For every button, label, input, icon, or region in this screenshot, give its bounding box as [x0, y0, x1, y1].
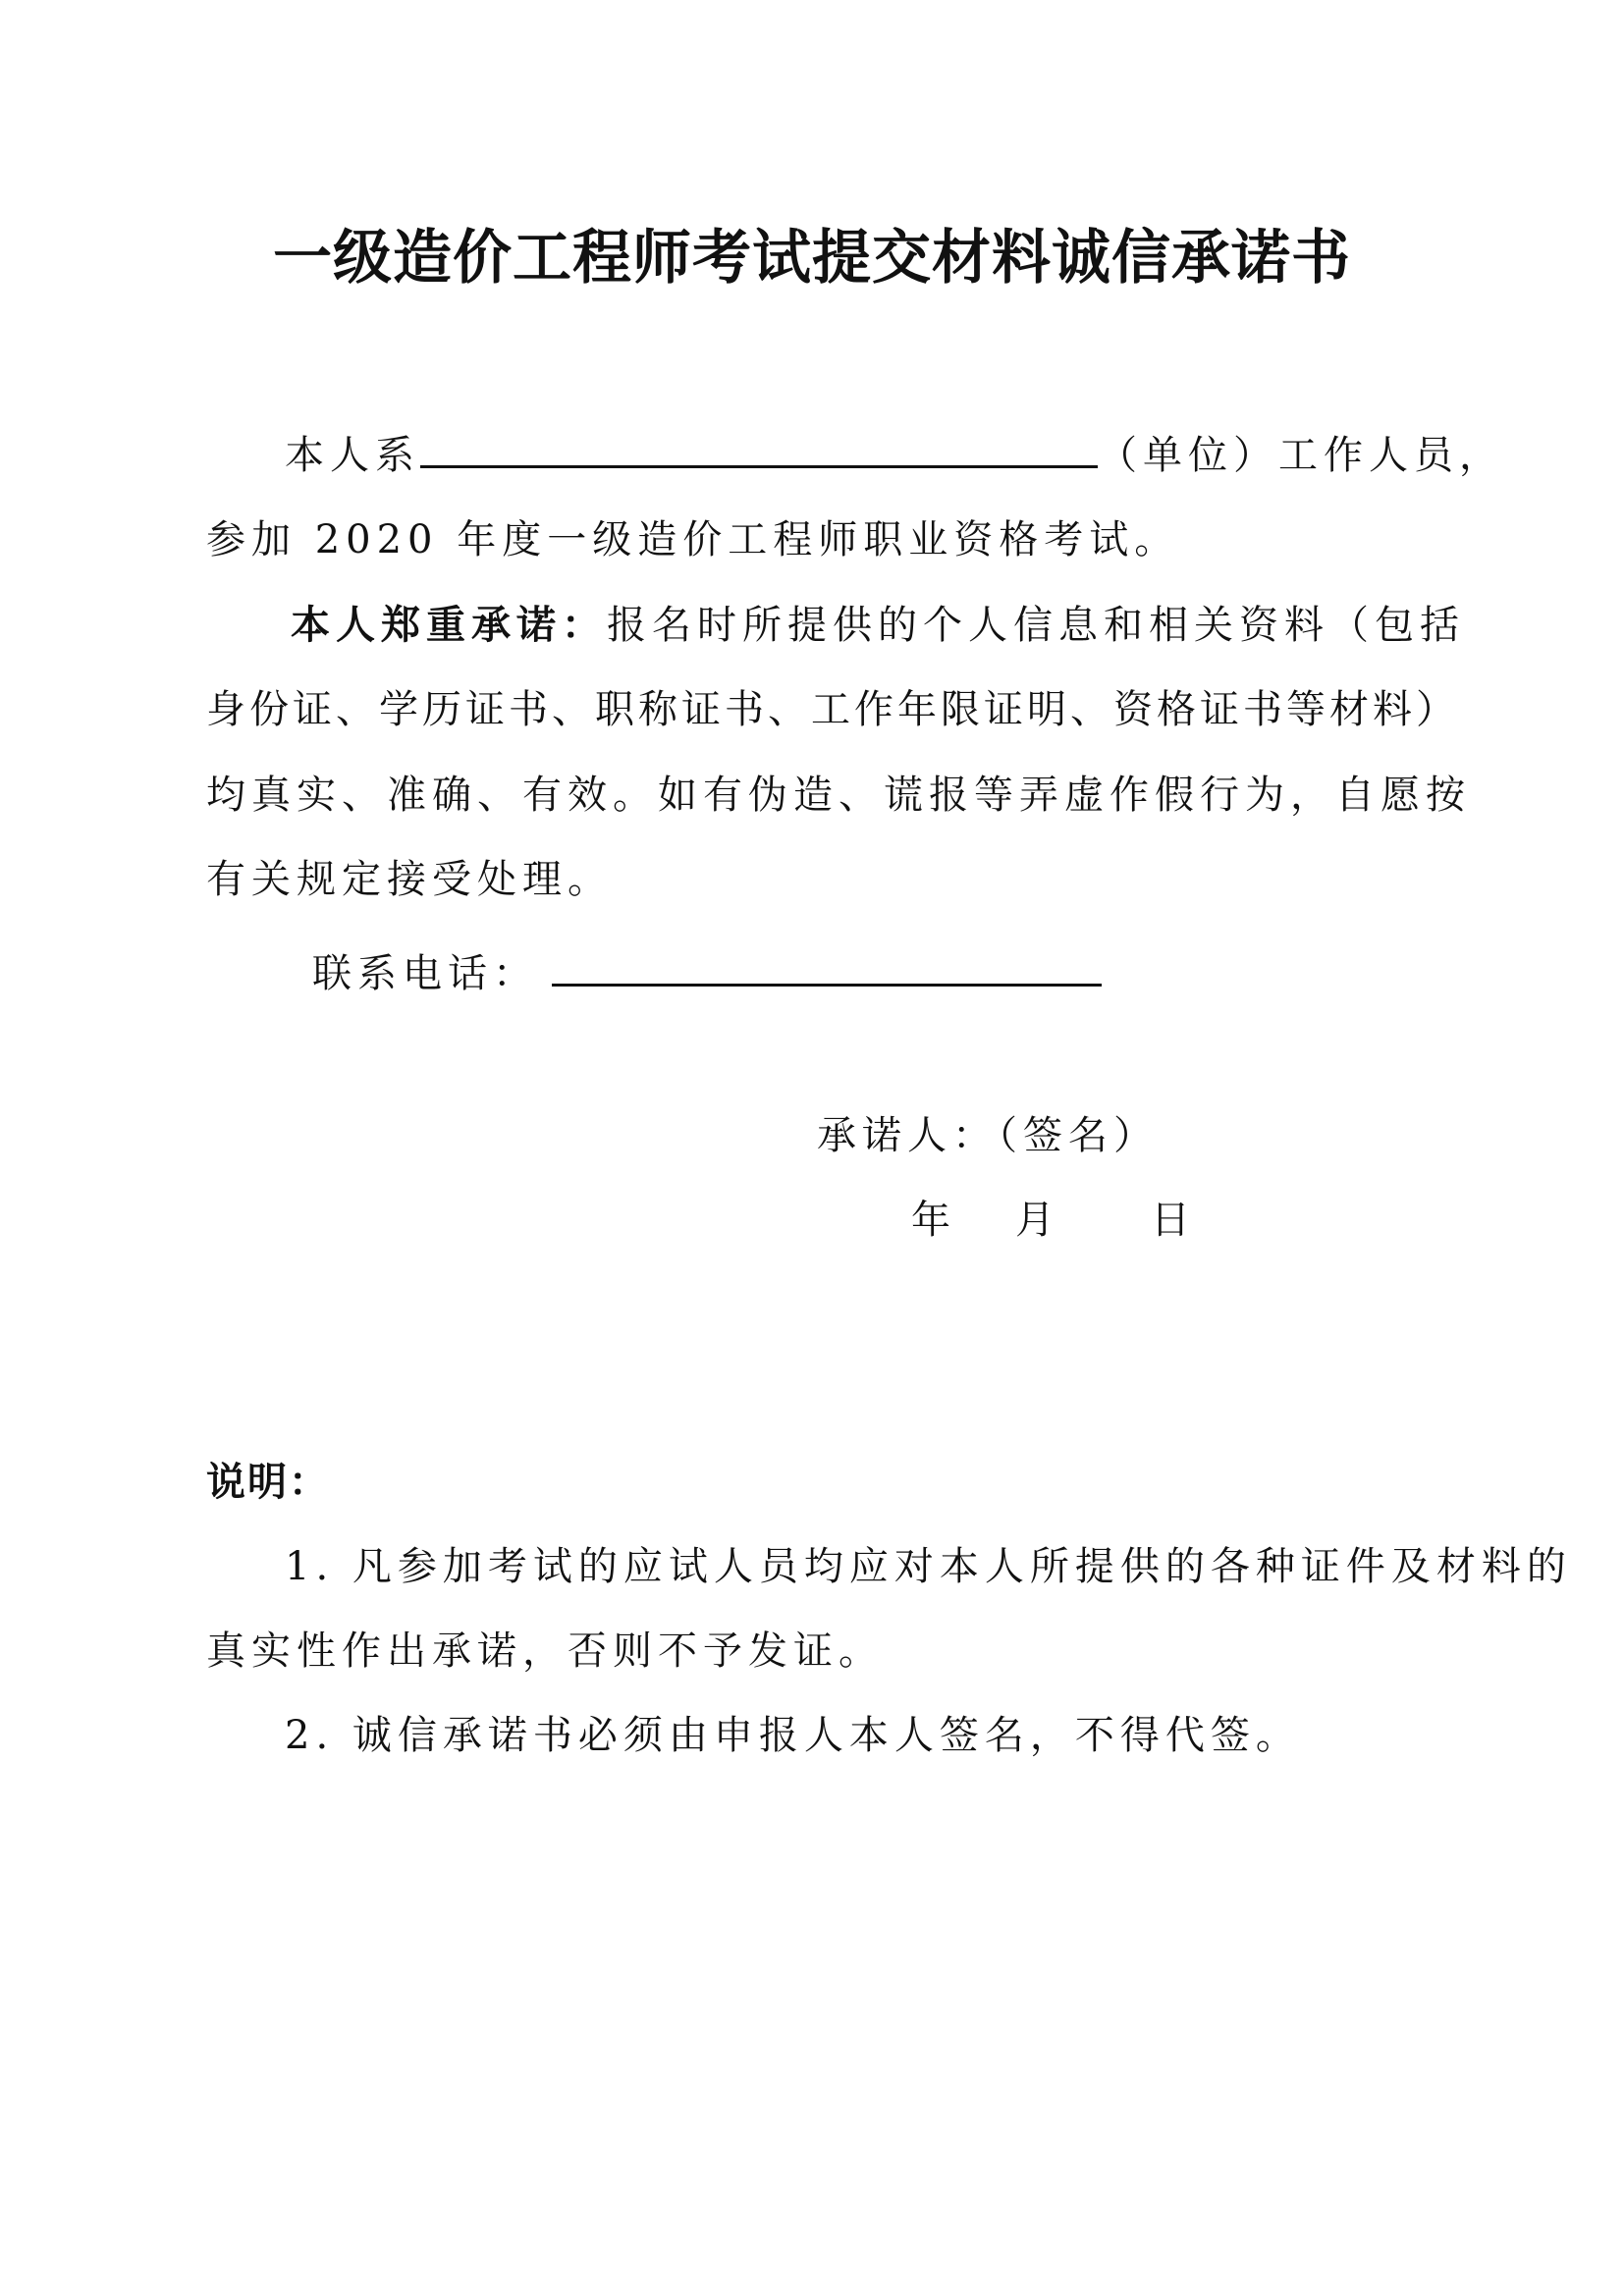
signer-line: 承诺人：（签名）: [817, 1113, 1159, 1158]
promise-text-1: 报名时所提供的个人信息和相关资料（包括: [607, 603, 1465, 648]
phone-blank-field[interactable]: [552, 940, 1102, 987]
note-1-line-2: 真实性作出承诺，否则不予发证。: [206, 1629, 884, 1674]
note-1-line-1: 1. 凡参加考试的应试人员均应对本人所提供的各种证件及材料的: [285, 1544, 1572, 1589]
date-year: 年: [911, 1198, 956, 1243]
unit-suffix: （单位）工作人员，: [1098, 433, 1504, 478]
promise-label: 本人郑重承诺：: [291, 602, 607, 648]
notes-heading: 说明：: [206, 1459, 330, 1505]
exam-line: 参加 2020 年度一级造价工程师职业资格考试。: [206, 517, 1180, 562]
promise-line-3: 均真实、准确、有效。如有伪造、谎报等弄虚作假行为，自愿按: [206, 773, 1471, 818]
promise-line-1: [291, 596, 1465, 655]
document-title: 一级造价工程师考试提交材料诚信承诺书: [273, 224, 1351, 293]
unit-line: [285, 422, 1504, 485]
note-2: 2. 诚信承诺书必须由申报人本人签名，不得代签。: [285, 1713, 1301, 1758]
date-day: 日: [1151, 1198, 1196, 1243]
phone-line: [312, 940, 1102, 1003]
unit-blank-field[interactable]: [420, 422, 1098, 468]
promise-line-4: 有关规定接受处理。: [206, 857, 613, 902]
date-month: 月: [1015, 1198, 1060, 1243]
promise-line-2: 身份证、学历证书、职称证书、工作年限证明、资格证书等材料）: [206, 687, 1459, 732]
unit-prefix: 本人系: [285, 433, 420, 478]
phone-label: 联系电话：: [312, 951, 538, 996]
